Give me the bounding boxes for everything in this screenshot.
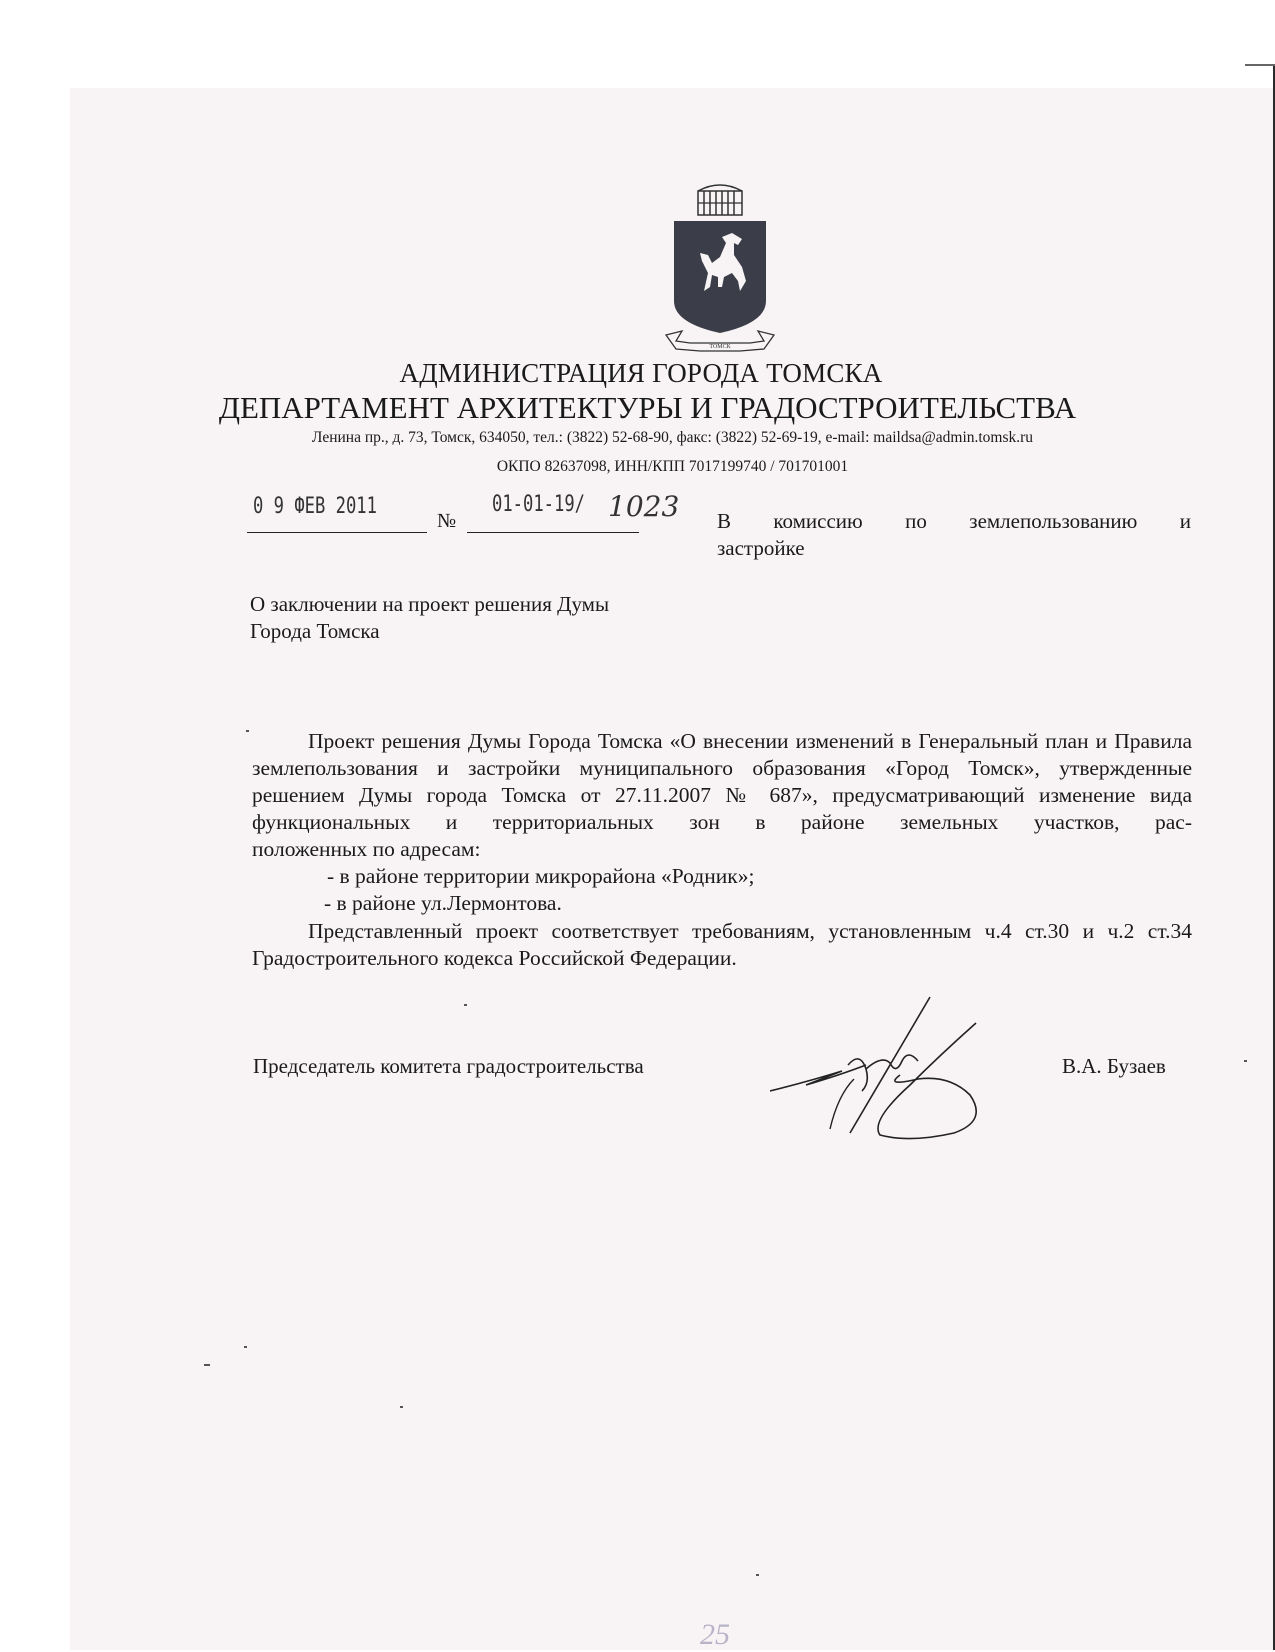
- addressee: [717, 508, 1191, 562]
- letter-subject: [250, 591, 609, 645]
- addressee-word: комиссию: [773, 509, 863, 533]
- number-sign: №: [437, 510, 457, 532]
- subject-line-2: Города Томска: [250, 619, 380, 643]
- date-underline: [247, 532, 427, 533]
- addressee-word: и: [1179, 509, 1191, 533]
- organization-codes: ОКПО 82637098, ИНН/КПП 7017199740 / 701701001: [496, 458, 849, 475]
- scan-speck: [464, 1004, 467, 1006]
- page-number: 25: [700, 1618, 730, 1651]
- addressee-line-1: [717, 508, 1191, 535]
- handwritten-signature: [770, 995, 1000, 1145]
- signatory-name: В.А. Бузаев: [1062, 1054, 1166, 1078]
- scan-speck: [246, 730, 249, 732]
- scan-speck: [244, 1346, 247, 1348]
- addressee-line-2: застройке: [717, 536, 805, 560]
- scan-speck: [204, 1364, 210, 1366]
- scan-speck: [400, 1406, 403, 1408]
- number-underline: [467, 532, 639, 533]
- page-edge-tick: [1245, 64, 1275, 66]
- coat-motto: ТОМСК: [709, 344, 731, 350]
- addressee-word: по: [905, 509, 927, 533]
- addressee-word: землепользованию: [969, 509, 1138, 533]
- handwritten-number: 1023: [608, 490, 680, 523]
- tomsk-coat-of-arms-icon: [660, 183, 780, 353]
- scan-speck: [1244, 1060, 1247, 1062]
- body-paragraph-2: Представленный проект соответствует требованиям, установленным ч.4 ст.30 и ч.2 ст.34 Градостроительного кодекса Российской Федерации.: [252, 919, 1192, 970]
- body-paragraph-1-tail: положенных по адресам:: [252, 837, 481, 861]
- signatory-title: Председатель комитета градостроительства: [253, 1054, 644, 1078]
- contact-address: Ленина пр., д. 73, Томск, 634050, тел.: (3822) 52-68-90, факс: (3822) 52-69-19, e-mail: maildsa@admin.tomsk.ru: [311, 429, 1034, 446]
- subject-line-1: О заключении на проект решения Думы: [250, 592, 610, 616]
- date-stamp: 0 9 ФЕВ 2011: [253, 494, 377, 519]
- department-title: ДЕПАРТАМЕНТ АРХИТЕКТУРЫ И ГРАДОСТРОИТЕЛЬСТВА: [218, 390, 1077, 425]
- organization-title: АДМИНИСТРАЦИЯ ГОРОДА ТОМСКА: [399, 358, 883, 388]
- outgoing-number-stamp: 01-01-19/: [492, 492, 585, 517]
- scan-speck: [756, 1574, 759, 1576]
- address-item-2: - в районе ул.Лермонтова.: [324, 891, 562, 915]
- body-paragraph-1: Проект решения Думы Города Томска «О внесении изменений в Генеральный план и Правила землепользования и застройки муниципального образования «Город Томск», утвержденные решением Думы города Томска от 27.11.2007 № 687», предусматривающий изменение вида функциональных и территориальных зон в районе земельных участков, рас-: [252, 729, 1192, 834]
- addressee-word: В: [717, 509, 732, 533]
- address-item-1: - в районе территории микрорайона «Родник»;: [327, 864, 755, 888]
